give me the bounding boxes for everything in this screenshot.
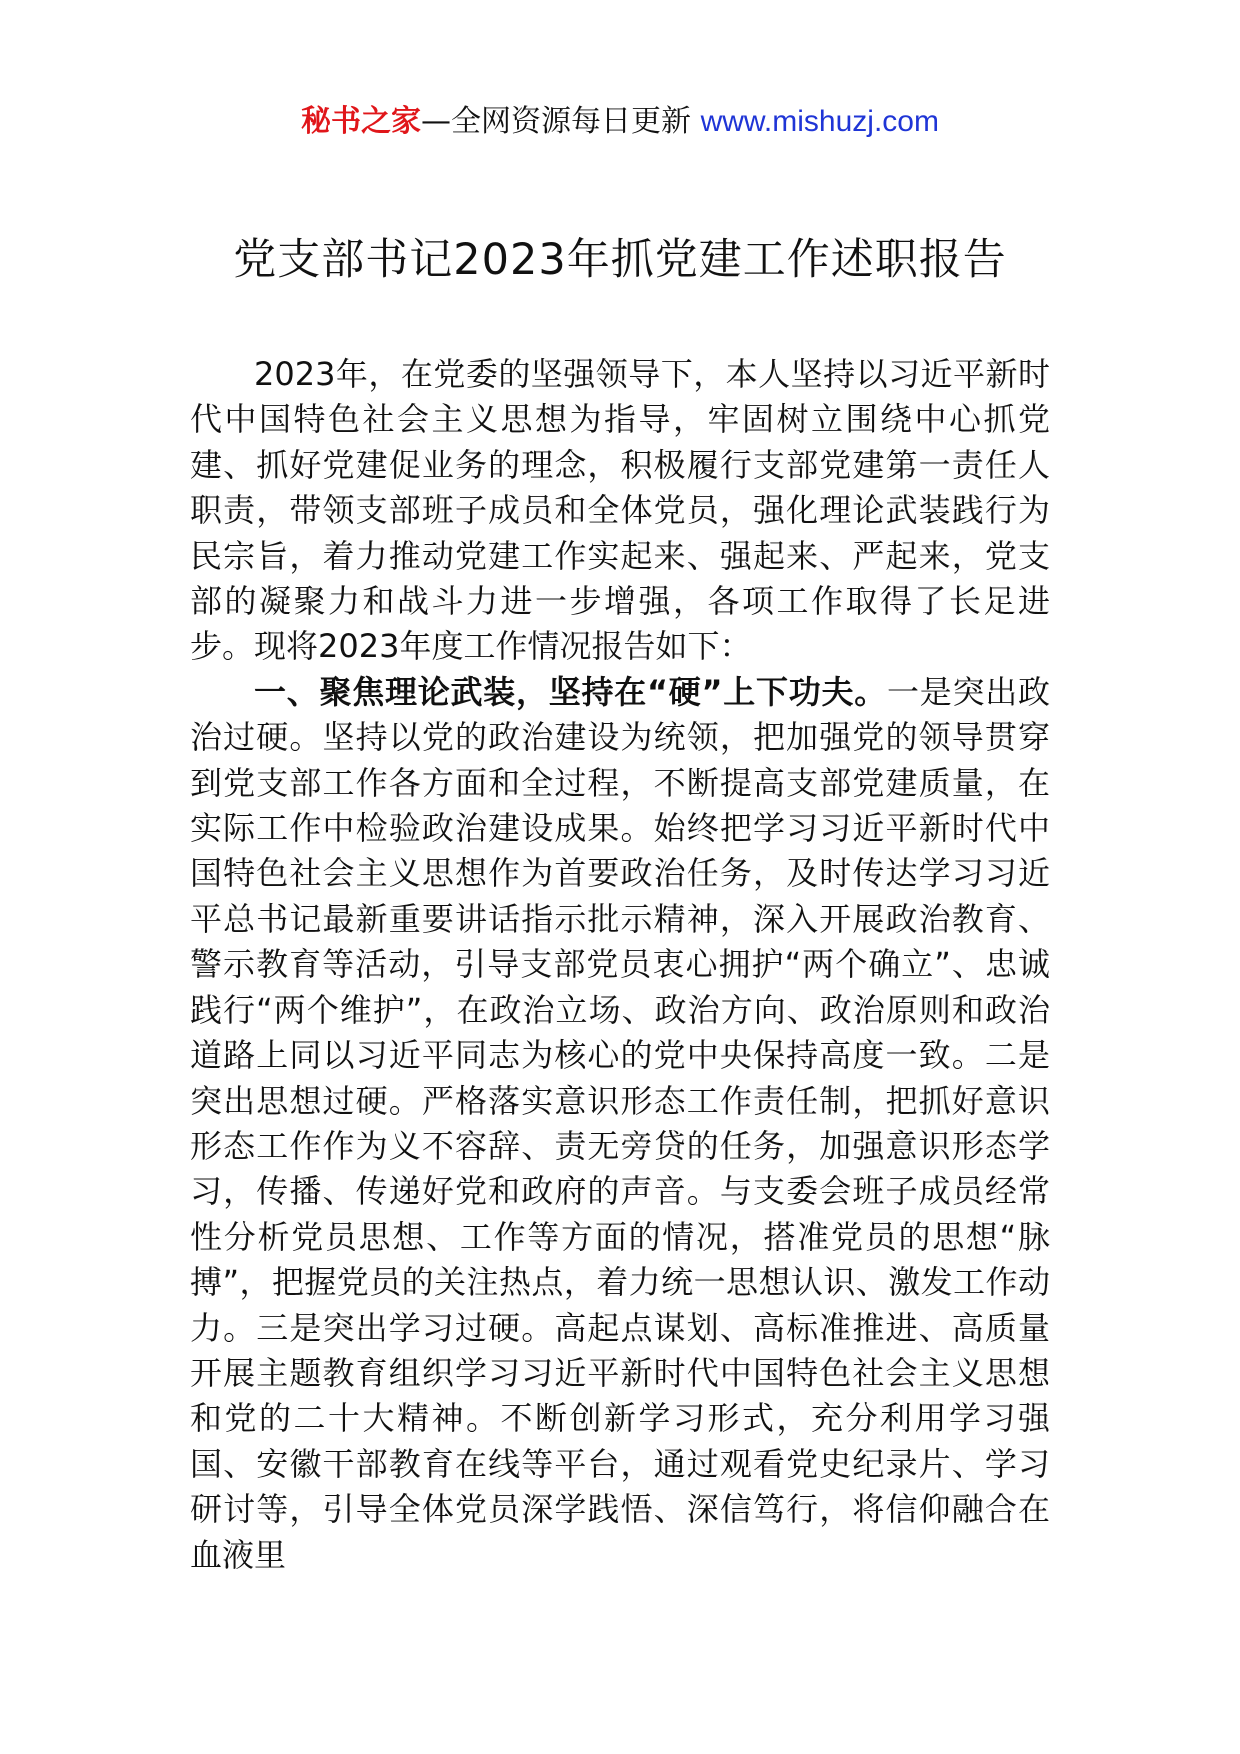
section-heading: 一、聚焦理论武装，坚持在“硬”上下功夫。 xyxy=(254,672,887,711)
intro-paragraph xyxy=(190,352,1050,670)
document-title: 党支部书记2023年抓党建工作述职报告 xyxy=(233,235,1007,285)
site-tagline: —全网资源每日更新 xyxy=(421,104,701,139)
site-url-link[interactable]: www.mishuzj.com xyxy=(700,105,939,138)
paragraph-text: 一是突出政治过硬。坚持以党的政治建设为统领，把加强党的领导贯穿到党支部工作各方面和全过程，不断提高支部党建质量，在实际工作中检验政治建设成果。始终把学习习近平新时代中国特色社会主义思想作为首要政治任务，及时传达学习习近平总书记最新重要讲话指示批示精神，深入开展政治教育、警示教育等活动，引导支部党员衷心拥护“两个确立”、忠诚践行“两个维护”，在政治立场、政治方向、政治原则和政治道路上同以习近平同志为核心的党中央保持高度一致。二是突出思想过硬。严格落实意识形态工作责任制，把抓好意识形态工作作为义不容辞、责无旁贷的任务，加强意识形态学习，传播、传递好党和政府的声音。与支委会班子成员经常性分析党员思想、工作等方面的情况，搭准党员的思想“脉搏”，把握党员的关注热点，着力统一思想认识、激发工作动力。三是突出学习过硬。高起点谋划、高标准推进、高质量开展主题教育组织学习习近平新时代中国特色社会主义思想和党的二十大精神。不断创新学习形式，充分利用学习强国、安徽干部教育在线等平台，通过观看党史纪录片、学习研讨等，引导全体党员深学践悟、深信笃行，将信仰融合在血液里 xyxy=(190,672,1050,1574)
site-brand: 秘书之家 xyxy=(301,104,422,139)
document-body xyxy=(190,352,1050,1578)
site-header-banner xyxy=(0,100,1240,144)
section-one-paragraph xyxy=(190,670,1050,1578)
paragraph-text: 2023年，在党委的坚强领导下，本人坚持以习近平新时代中国特色社会主义思想为指导，牢固树立围绕中心抓党建、抓好党建促业务的理念，积极履行支部党建第一责任人职责，带领支部班子成员和全体党员，强化理论武装践行为民宗旨，着力推动党建工作实起来、强起来、严起来，党支部的凝聚力和战斗力进一步增强，各项工作取得了长足进步。现将2023年度工作情况报告如下： xyxy=(190,355,1050,666)
